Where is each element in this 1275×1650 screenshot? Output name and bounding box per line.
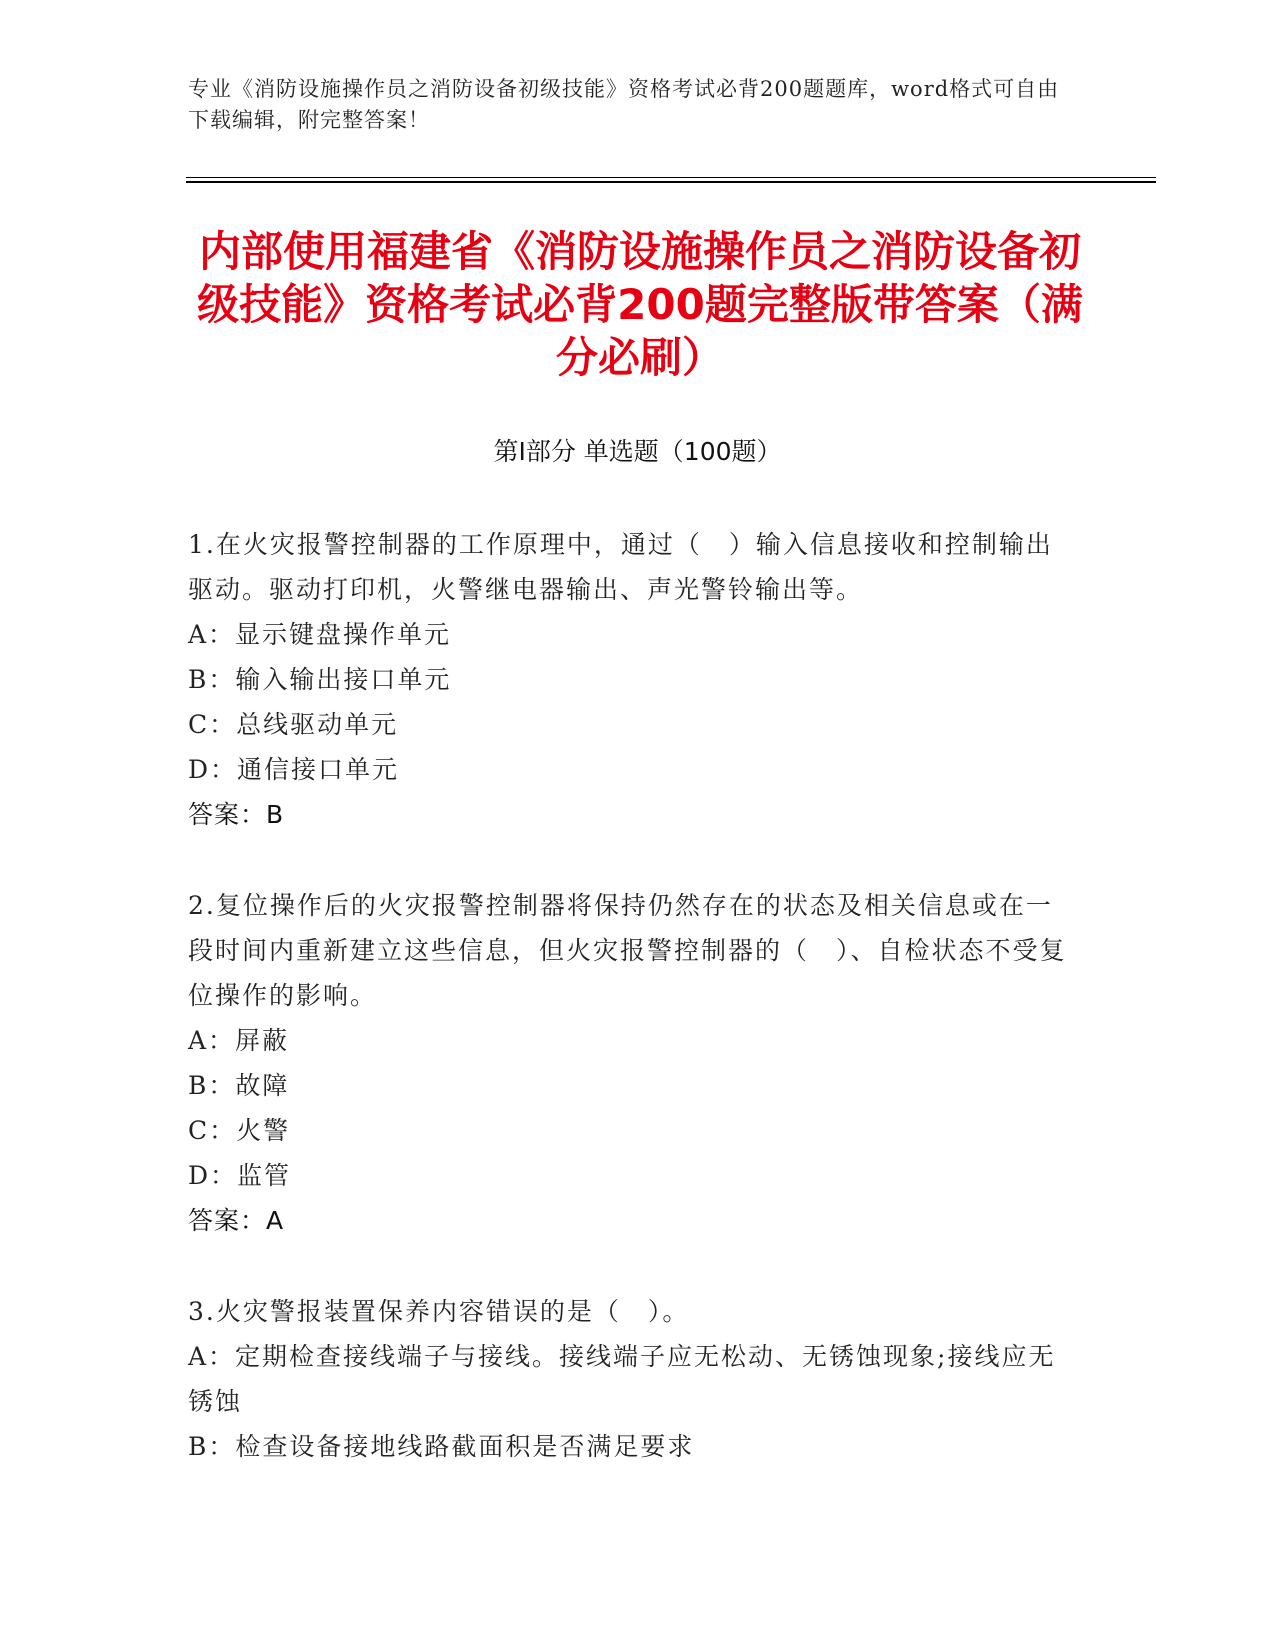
option-a: A：显示键盘操作单元 bbox=[188, 620, 452, 649]
option-c: C：总线驱动单元 bbox=[188, 710, 399, 739]
question-stem: 1.在火灾报警控制器的工作原理中，通过（ ）输入信息接收和控制输出驱动。驱动打印机，火警继电器输出、声光警铃输出等。 bbox=[188, 530, 1053, 604]
header-divider-thick bbox=[186, 181, 1156, 183]
section-title: 第Ⅰ部分 单选题（100题） bbox=[493, 437, 782, 466]
option-c: C：火警 bbox=[188, 1116, 291, 1145]
question-list bbox=[188, 522, 1068, 1515]
option-d: D：监管 bbox=[188, 1161, 292, 1190]
option-d: D：通信接口单元 bbox=[188, 755, 400, 784]
answer: 答案：A bbox=[188, 1206, 285, 1235]
header-note: 专业《消防设施操作员之消防设备初级技能》资格考试必背200题题库，word格式可自由下载编辑，附完整答案！ bbox=[188, 77, 1060, 132]
question-stem: 3.火灾警报装置保养内容错误的是（ ）。 bbox=[188, 1297, 690, 1326]
option-b: B：检查设备接地线路截面积是否满足要求 bbox=[188, 1432, 695, 1461]
question-1 bbox=[188, 522, 1068, 837]
answer: 答案：B bbox=[188, 800, 285, 829]
option-a: A：定期检查接线端子与接线。接线端子应无松动、无锈蚀现象;接线应无锈蚀 bbox=[188, 1342, 1056, 1416]
question-3 bbox=[188, 1289, 1068, 1469]
option-a: A：屏蔽 bbox=[188, 1026, 290, 1055]
header-divider-thin bbox=[186, 177, 1156, 178]
question-stem: 2.复位操作后的火灾报警控制器将保持仍然存在的状态及相关信息或在一段时间内重新建立这些信息，但火灾报警控制器的（ ）、自检状态不受复位操作的影响。 bbox=[188, 891, 1067, 1010]
option-b: B：故障 bbox=[188, 1071, 290, 1100]
document-title: 内部使用福建省《消防设施操作员之消防设备初级技能》资格考试必背200题完整版带答案（满分必刷） bbox=[197, 227, 1083, 382]
option-b: B：输入输出接口单元 bbox=[188, 665, 452, 694]
question-2 bbox=[188, 883, 1068, 1243]
